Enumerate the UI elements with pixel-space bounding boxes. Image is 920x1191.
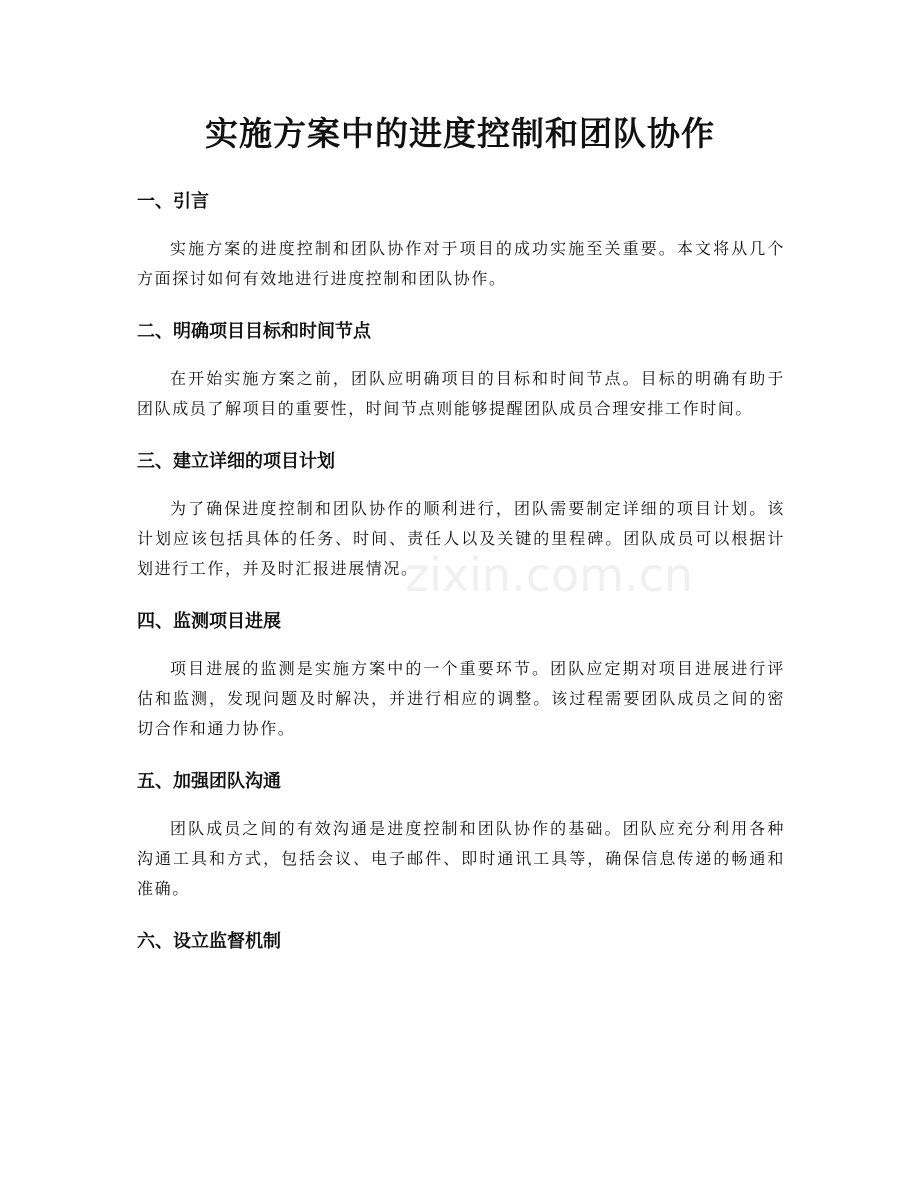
section-progress-monitoring [137,610,785,744]
section-heading: 四、监测项目进展 [137,611,281,632]
section-heading: 一、引言 [137,191,209,212]
section-supervision [137,930,785,954]
section-heading: 三、建立详细的项目计划 [137,451,335,472]
document-content [137,190,785,980]
section-introduction [137,190,785,294]
section-goals-milestones [137,320,785,424]
section-paragraph: 实施方案的进度控制和团队协作对于项目的成功实施至关重要。本文将从几个方面探讨如何有效地进行进度控制和团队协作。 [137,239,785,288]
section-paragraph: 为了确保进度控制和团队协作的顺利进行，团队需要制定详细的项目计划。该计划应该包括具体的任务、时间、责任人以及关键的里程碑。团队成员可以根据计划进行工作，并及时汇报进展情况。 [137,499,785,578]
watermark-text: zixin.com.cn [405,548,694,602]
section-team-communication [137,770,785,904]
section-paragraph: 团队成员之间的有效沟通是进度控制和团队协作的基础。团队应充分利用各种沟通工具和方式，包括会议、电子邮件、即时通讯工具等，确保信息传递的畅通和准确。 [137,819,785,898]
section-paragraph: 在开始实施方案之前，团队应明确项目的目标和时间节点。目标的明确有助于团队成员了解项目的重要性，时间节点则能够提醒团队成员合理安排工作时间。 [137,369,785,418]
section-heading: 六、设立监督机制 [137,931,281,952]
document-title: 实施方案中的进度控制和团队协作 [205,114,715,153]
section-heading: 五、加强团队沟通 [137,771,281,792]
section-project-plan [137,450,785,584]
section-heading: 二、明确项目目标和时间节点 [137,321,371,342]
section-paragraph: 项目进展的监测是实施方案中的一个重要环节。团队应定期对项目进展进行评估和监测，发现问题及时解决，并进行相应的调整。该过程需要团队成员之间的密切合作和通力协作。 [137,659,785,738]
